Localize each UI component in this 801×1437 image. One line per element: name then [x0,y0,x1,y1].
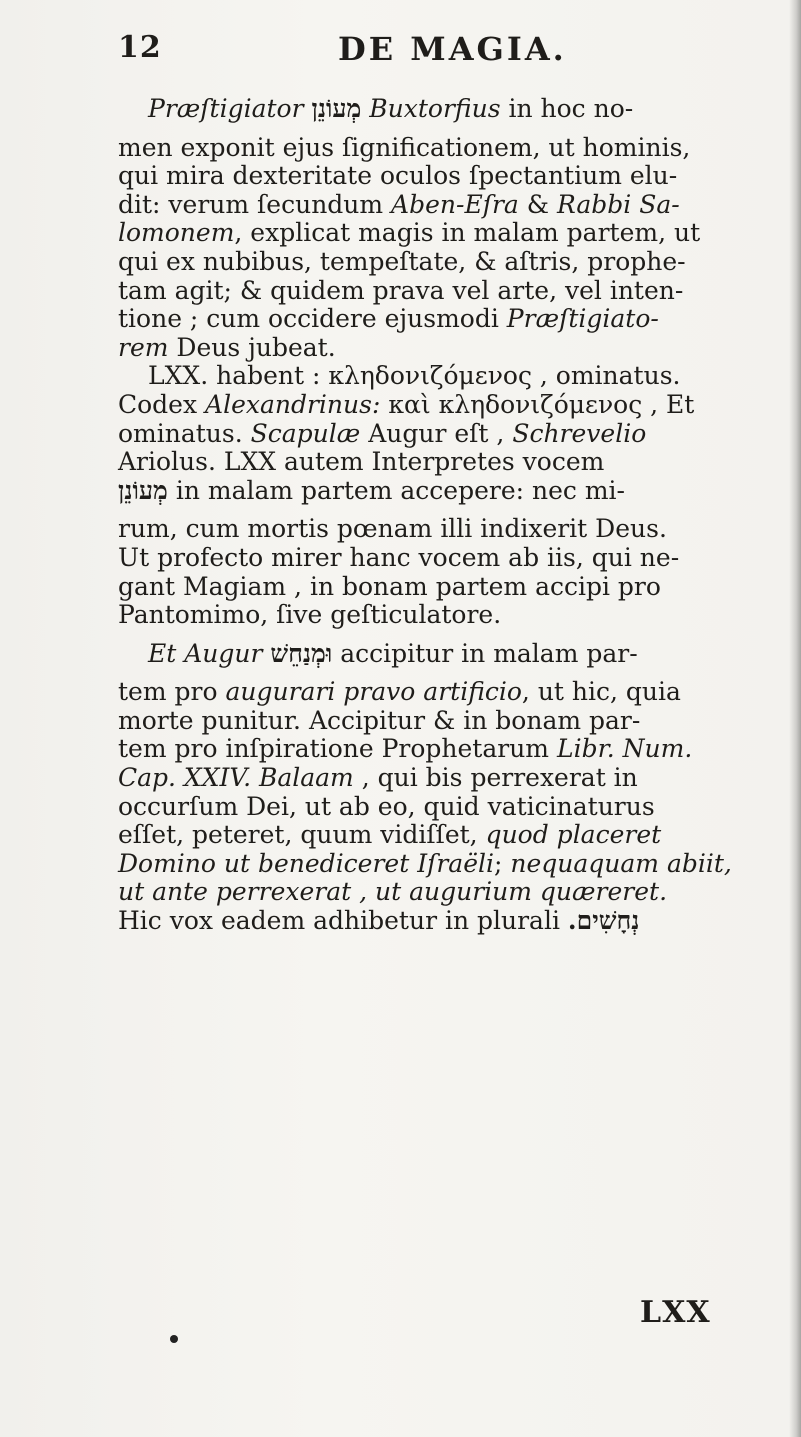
text-run: tem pro [118,677,226,707]
hebrew-word: נְחָשִׁים. [567,906,640,936]
text-run: & [518,189,557,219]
text-run: accipitur in malam par- [332,638,638,668]
text-line [118,764,778,793]
page-number: 12 [118,30,162,65]
text-line [118,573,778,602]
italic-text: quod placeret [485,820,662,850]
italic-text: Cap. XXIV. Balaam [118,763,354,793]
page-header [118,30,738,80]
text-line [118,793,778,822]
text-line [118,707,778,736]
text-run: Ariolus. LXX autem Interpretes vocem [118,447,605,477]
text-line [118,391,778,420]
catchword: LXX [640,1295,711,1330]
text-run: Codex [118,389,206,419]
italic-text: ut ante perrexerat , ut augurium quæreret. [118,877,668,907]
text-run: ominatus. [118,418,251,448]
text-line [118,219,778,248]
italic-text: Alexandrinus: [205,389,381,419]
text-run: Deus jubeat. [168,332,336,362]
text-run: dit: verum ſecundum [118,189,392,219]
text-line [118,821,778,850]
text-run: rum, cum mortis pœnam illi indixerit Deus. [118,514,667,544]
italic-text: Libr. Num. [556,734,693,764]
text-run: , explicat magis in malam partem, ut [234,218,701,248]
text-line [118,334,778,363]
italic-text: augurari pravo artificio [225,677,522,707]
italic-text: Scapulæ [250,418,361,448]
text-line [118,134,778,163]
text-run: , qui bis perrexerat in [353,763,638,793]
text-run: , ut hic, quia [521,677,681,707]
italic-text: Schrevelio [512,418,647,448]
text-run: qui mira dexteritate oculos ſpectantium elu- [118,161,678,191]
text-run: eſſet, peteret, quum vidiſſet, [118,820,486,850]
text-line [118,640,778,669]
text-run: Hic vox eadem adhibetur in plurali [118,906,568,936]
body-text [118,95,778,936]
text-run: tione ; cum occidere ejusmodi [118,304,507,334]
text-run: LXX. habent : κληδονιζόμενος , ominatus. [148,361,681,391]
text-line [118,162,778,191]
text-run: occurſum Dei, ut ab eo, quid vaticinaturus [118,791,655,821]
italic-text: Aben-Eſra [391,189,519,219]
text-run: ; [494,848,511,878]
text-run: gant Magiam , in bonam partem accipi pro [118,571,661,601]
text-run: tam agit; & quidem prava vel arte, vel inten- [118,275,684,305]
text-line [118,277,778,306]
text-line [118,95,778,124]
italic-text: Præſtigiator [148,94,312,123]
page-edge-shadow [789,0,801,1437]
italic-text: Buxtorfius [369,94,501,123]
text-line [118,544,778,573]
text-run: tem pro inſpiratione Prophetarum [118,734,557,764]
text-line [118,878,778,907]
text-line [118,515,778,544]
text-line [118,191,778,220]
text-line [118,248,778,277]
ink-dot [170,1335,178,1343]
running-head: DE MAGIA. [338,30,567,68]
text-run: morte punitur. Accipitur & in bonam par- [118,705,641,735]
italic-text: Præſtigiato- [506,304,659,334]
text-run: Pantomimo, ſive geſticulatore. [118,600,502,630]
italic-text: nequaquam abiit, [510,848,732,878]
text-line [118,448,778,477]
text-line [118,850,778,879]
text-run: καὶ κληδονιζόμενος , Et [380,389,695,419]
text-run: Ut profecto mirer hanc vocem ab iis, qui ne- [118,542,680,572]
text-run: Augur eſt , [360,418,513,448]
text-run: qui ex nubibus, tempeſtate, & aſtris, prophe- [118,246,686,276]
text-run: in malam partem accepere: nec mi- [167,475,625,505]
hebrew-word: מְעוֹנֵן [311,94,362,123]
text-line [118,362,778,391]
italic-text: Rabbi Sa- [556,189,680,219]
italic-text: Domino ut benediceret Iſraëli [118,848,494,878]
text-line [118,907,778,936]
italic-text: Et Augur [148,638,263,668]
text-line [118,601,778,630]
text-line [118,477,778,506]
italic-text: lomonem [118,218,235,248]
text-run: men exponit ejus ſignificationem, ut hominis, [118,132,691,162]
hebrew-word: מְעוֹנֵן [118,475,168,505]
italic-text: rem [118,332,169,362]
text-run: in hoc no- [500,94,634,123]
text-line [118,735,778,764]
text-line [118,420,778,449]
hebrew-word: וּמְנַחֵשׁ [270,638,333,668]
text-line [118,305,778,334]
text-line [118,678,778,707]
